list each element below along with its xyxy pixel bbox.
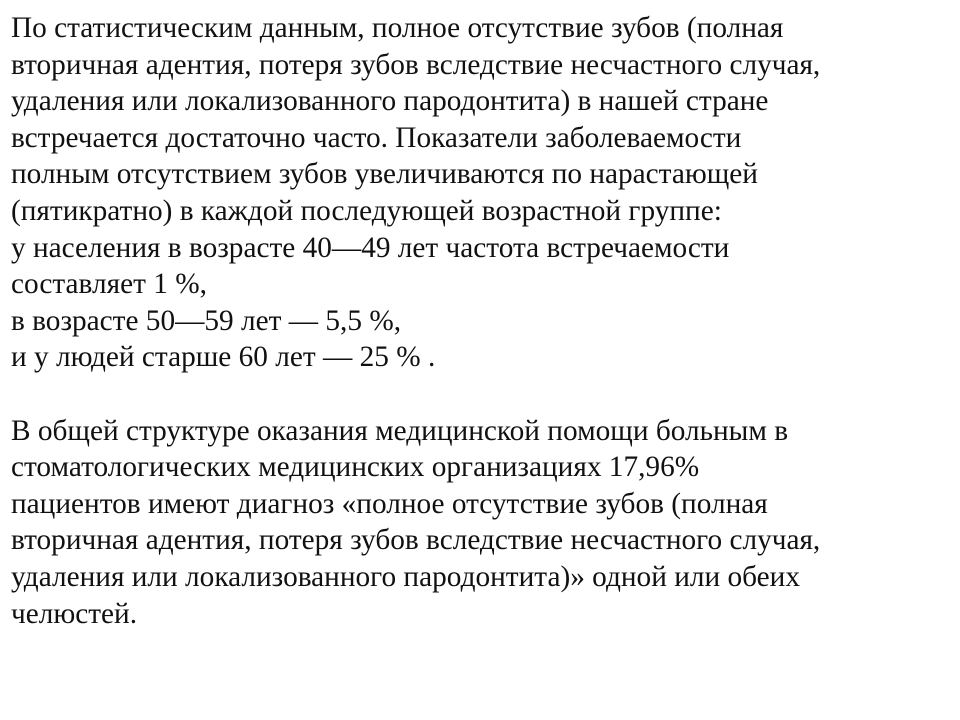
text-line: встречается достаточно часто. Показатели заболеваемости xyxy=(11,121,742,154)
text-line: вторичная адентия, потеря зубов вследствие несчастного случая, xyxy=(11,48,821,81)
text-line: удаления или локализованного пародонтита)» одной или обеих xyxy=(11,560,801,593)
text-line: в возрасте 50—59 лет — 5,5 %, xyxy=(11,304,402,337)
text-line: (пятикратно) в каждой последующей возрастной группе: xyxy=(11,194,722,227)
slide-text xyxy=(11,10,951,632)
paragraph-structure xyxy=(11,413,951,633)
text-line: составляет 1 %, xyxy=(11,268,207,301)
text-line: В общей структуре оказания медицинской помощи больным в xyxy=(11,414,789,447)
text-line: вторичная адентия, потеря зубов вследствие несчастного случая, xyxy=(11,524,821,557)
text-line: у населения в возрасте 40—49 лет частота встречаемости xyxy=(11,231,730,264)
text-line: удаления или локализованного пародонтита) в нашей стране xyxy=(11,85,769,118)
text-line: стоматологических медицинских организациях 17,96% xyxy=(11,451,700,484)
text-line: пациентов имеют диагноз «полное отсутствие зубов (полная xyxy=(11,487,768,520)
paragraph-spacer xyxy=(11,376,951,413)
paragraph-statistics xyxy=(11,10,951,376)
text-line: полным отсутствием зубов увеличиваются по нарастающей xyxy=(11,158,758,191)
text-line: челюстей. xyxy=(11,597,138,630)
text-line: и у людей старше 60 лет — 25 % . xyxy=(11,341,436,374)
text-line: По статистическим данным, полное отсутствие зубов (полная xyxy=(11,12,784,44)
